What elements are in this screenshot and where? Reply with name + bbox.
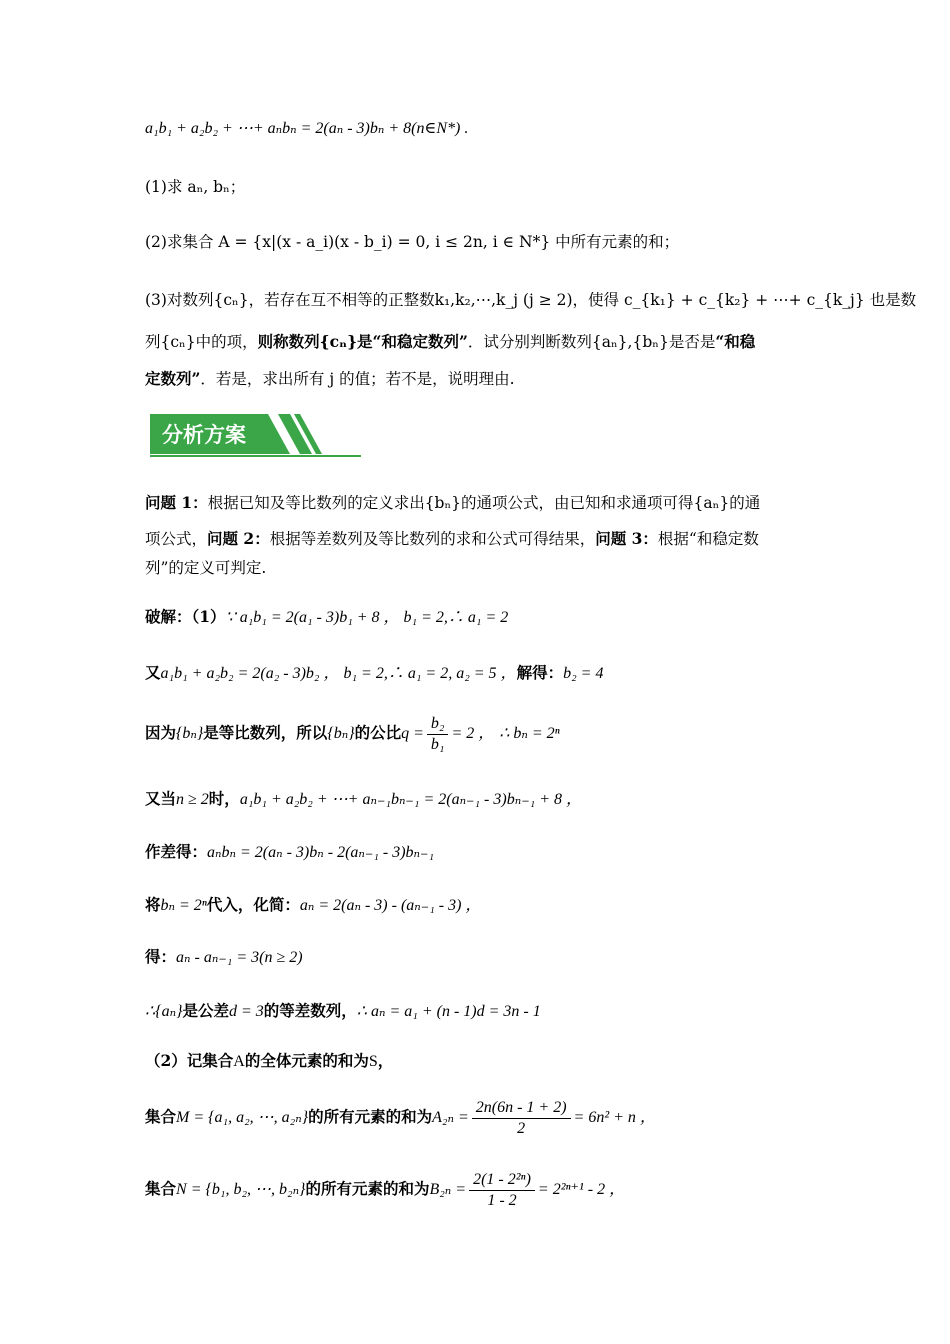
solution-text-2a: 又 xyxy=(145,663,161,682)
ratio-q: q = xyxy=(401,725,424,742)
solution-line-1 xyxy=(145,606,508,629)
solution-line-5 xyxy=(145,841,434,864)
solution-label: 破解：（1） xyxy=(145,607,226,626)
analysis-text-1: 根据已知及等比数列的定义求出{bₙ}的通项公式，由已知和求通项可得{aₙ}的通 xyxy=(207,494,761,512)
solution-text-8c: 的等差数列， xyxy=(263,1001,357,1020)
analysis-line-1 xyxy=(145,492,760,514)
ratio-value: = 2 ， xyxy=(451,725,495,742)
solution-text-4a: 又当 xyxy=(145,789,177,808)
solution-cond-4: n ≥ 2 xyxy=(176,791,209,808)
part-2-set-A: A xyxy=(233,1053,245,1070)
section-banner xyxy=(150,414,361,458)
question-3-line-2 xyxy=(145,331,755,353)
analysis-text-2b: 根据等差数列及等比数列的求和公式可得结果， xyxy=(269,530,596,548)
set-M-lhs: A₂ₙ = xyxy=(432,1109,469,1126)
solution-text-7: 得： xyxy=(145,947,177,966)
set-N-text: 的所有元素的和为 xyxy=(305,1179,430,1198)
solution-math-6a: bₙ = 2ⁿ xyxy=(160,897,207,914)
fraction-numerator: b₂ xyxy=(427,714,449,735)
analysis-line-3: 列”的定义可判定. xyxy=(145,559,267,577)
solution-seq-b-2: {bₙ} xyxy=(327,725,355,742)
solution-text-2b: 解得： xyxy=(516,663,564,682)
analysis-text-2c: 根据“和稳定数 xyxy=(657,530,759,548)
set-N-numerator: 2(1 - 2²ⁿ) xyxy=(469,1170,535,1191)
solution-line-2 xyxy=(145,662,603,685)
solution-text-5: 作差得： xyxy=(145,842,208,861)
set-M-definition: M = {a₁, a₂, ⋯, a₂ₙ} xyxy=(176,1109,309,1126)
set-M-text: 的所有元素的和为 xyxy=(308,1107,433,1126)
solution-text-6b: 代入，化简： xyxy=(206,895,300,914)
solution-line-7 xyxy=(145,946,303,969)
solution-text-3c: 的公比 xyxy=(354,723,402,742)
solution-text-6a: 将 xyxy=(145,895,161,914)
analysis-label-3: 问题 3： xyxy=(595,529,658,548)
part-2-text-a: （2）记集合 xyxy=(145,1051,234,1070)
analysis-line-2 xyxy=(145,528,759,550)
analysis-label-1: 问题 1： xyxy=(145,493,208,512)
part-2-intro xyxy=(145,1050,393,1073)
banner-underline xyxy=(150,455,361,457)
set-N-definition: N = {b₁, b₂, ⋯, b₂ₙ} xyxy=(176,1181,306,1198)
q3-term-end: 定数列” xyxy=(145,369,201,388)
analysis-text-2a: 项公式， xyxy=(145,530,208,548)
solution-math-5: aₙbₙ = 2(aₙ - 3)bₙ - 2(aₙ₋₁ - 3)bₙ₋₁ xyxy=(207,844,435,861)
set-N-fraction xyxy=(469,1170,535,1211)
solution-line-4 xyxy=(145,788,582,811)
set-N-label: 集合 xyxy=(145,1179,177,1198)
problem-formula: a₁b₁ + a₂b₂ + ⋯+ aₙbₙ = 2(aₙ - 3)bₙ + 8(n∈N*) . xyxy=(145,120,469,137)
ratio-fraction xyxy=(427,714,449,755)
part-2-text-b: 的全体元素的和为 xyxy=(244,1051,369,1070)
q3-text-c: ．试分别判断数列{aₙ},{bₙ}是否是 xyxy=(467,333,716,351)
fraction-denominator: b₁ xyxy=(430,735,445,753)
solution-math-2b: b₂ = 4 xyxy=(563,665,604,682)
solution-seq-b-1: {bₙ} xyxy=(176,725,204,742)
set-M-fraction xyxy=(472,1098,571,1139)
solution-text-8b: 是公差 xyxy=(182,1001,229,1020)
banner-title: 分析方案 xyxy=(162,423,246,447)
solution-math-6b: aₙ = 2(aₙ - 3) - (aₙ₋₁ - 3) ， xyxy=(299,897,482,914)
solution-math-8a: ∴{aₙ} xyxy=(145,1003,183,1020)
solution-math-1: ∵ a₁b₁ = 2(a₁ - 3)b₁ + 8 ， b₁ = 2,∴ a₁ = 2 xyxy=(225,609,509,626)
solution-line-6 xyxy=(145,894,481,917)
solution-math-2: a₁b₁ + a₂b₂ = 2(a₂ - 3)b₂ ， b₁ = 2,∴ a₁ = 2, a₂ = 5 ， xyxy=(160,665,517,682)
banner-graphic xyxy=(150,414,361,458)
solution-math-8c: ∴ aₙ = a₁ + (n - 1)d = 3n - 1 xyxy=(356,1003,541,1020)
part-2-text-c: ， xyxy=(377,1051,394,1070)
solution-text-4b: 时， xyxy=(208,789,240,808)
set-M-denominator: 2 xyxy=(517,1119,526,1137)
solution-math-4: a₁b₁ + a₂b₂ + ⋯+ aₙ₋₁bₙ₋₁ = 2(aₙ₋₁ - 3)bₙ₋₁ + 8 ， xyxy=(239,791,583,808)
solution-math-7: aₙ - aₙ₋₁ = 3(n ≥ 2) xyxy=(176,949,303,966)
question-2: (2)求集合 A = {x|(x - a_i)(x - b_i) = 0, i ≤ 2n, i ∈ N*} 中所有元素的和； xyxy=(145,233,680,251)
part-2-sum-S: S xyxy=(368,1053,378,1070)
analysis-label-2: 问题 2： xyxy=(207,529,270,548)
set-M-result: = 6n² + n ， xyxy=(573,1109,656,1126)
q3-text-tail: ．若是，求出所有 j 的值；若不是，说明理由. xyxy=(200,370,515,388)
q3-text-a: 列{cₙ}中的项， xyxy=(145,333,258,351)
set-M-label: 集合 xyxy=(145,1107,177,1126)
question-3-line-1: (3)对数列{cₙ}，若存在互不相等的正整数k₁,k₂,⋯,k_j (j ≥ 2)，使得 c_{k₁} + c_{k₂} + ⋯+ c_{k_j} 也是数 xyxy=(145,291,917,309)
q3-term-start: “和稳 xyxy=(715,332,756,351)
solution-text-3b: 是等比数列，所以 xyxy=(203,723,328,742)
solution-line-3 xyxy=(145,710,560,757)
set-N-result: = 2²ⁿ⁺¹ - 2 ， xyxy=(537,1181,626,1198)
set-N-sum-line xyxy=(145,1166,625,1213)
solution-text-3a: 因为 xyxy=(145,723,177,742)
solution-line-8 xyxy=(145,1000,541,1023)
question-1: (1)求 aₙ, bₙ； xyxy=(145,178,246,196)
question-3-line-3 xyxy=(145,368,515,390)
set-N-lhs: B₂ₙ = xyxy=(429,1181,467,1198)
solution-bn-formula: ∴ bₙ = 2ⁿ xyxy=(499,725,560,742)
set-M-sum-line xyxy=(145,1094,656,1141)
set-M-numerator: 2n(6n - 1 + 2) xyxy=(472,1098,571,1119)
set-N-denominator: 1 - 2 xyxy=(487,1191,517,1209)
q3-definition: 则称数列{cₙ}是“和稳定数列” xyxy=(257,332,468,351)
solution-math-8b: d = 3 xyxy=(228,1003,264,1020)
